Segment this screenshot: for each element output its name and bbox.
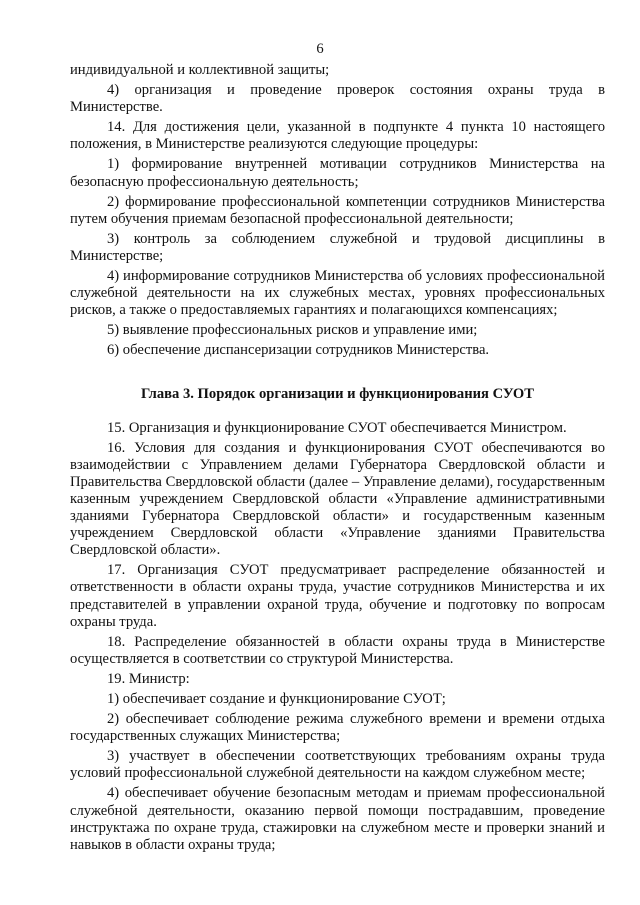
list-item: 1) обеспечивает создание и функционирование СУОТ; <box>107 691 446 707</box>
paragraph: 17. Организация СУОТ предусматривает распределение обязанностей и ответственности в области охраны труда, участие сотрудников Министерства и их представителей в управлении охраной труда, обучение и подготовку по вопросам охраны труда. <box>70 562 605 630</box>
paragraph: 15. Организация и функционирование СУОТ обеспечивается Министром. <box>107 419 567 436</box>
page-number: 6 <box>316 41 324 57</box>
list-item: 4) информирование сотрудников Министерства об условиях профессиональной служебной деятельности на их служебных местах, уровнях профессиональных рисков, а также о предоставляемых гарантиях и полагающихся компенсациях; <box>70 268 605 319</box>
paragraph: индивидуальной и коллективной защиты; <box>70 62 330 78</box>
list-item: 5) выявление профессиональных рисков и управление ими; <box>107 322 478 339</box>
list-item: 2) формирование профессиональной компетенции сотрудников Министерства путем обучения приемам безопасной профессиональной деятельности; <box>70 193 605 227</box>
list-item: 4) обеспечивает обучение безопасным методам и приемам профессиональной служебной деятельности, оказанию первой помощи пострадавшим, проведение инструктажа по охране труда, стажировки на служебном месте и проверки знаний и навыков в области охраны труда; <box>70 785 605 853</box>
paragraph: 18. Распределение обязанностей в области охраны труда в Министерстве осуществляется в соответствии со структурой Министерства. <box>70 633 605 667</box>
page-content <box>70 62 605 857</box>
list-item: 2) обеспечивает соблюдение режима служебного времени и времени отдыха государственных служащих Министерства; <box>70 711 605 745</box>
paragraph: 16. Условия для создания и функционирования СУОТ обеспечиваются во взаимодействии с Управлением делами Губернатора Свердловской области и Правительства Свердловской области (далее – Управление делами), государственным казенным учреждением Свердловской области «Управление административными зданиями Губернатора Свердловской области» и государственным казенным учреждением Свердловской области «Управление зданиями Правительства Свердловской области». <box>70 439 605 559</box>
list-item: 3) контроль за соблюдением служебной и трудовой дисциплины в Министерстве; <box>70 230 605 264</box>
list-item: 3) участвует в обеспечении соответствующих требованиям охраны труда условий профессиональной служебной деятельности на каждом служебном месте; <box>70 748 605 782</box>
paragraph: 14. Для достижения цели, указанной в подпункте 4 пункта 10 настоящего положения, в Министерстве реализуются следующие процедуры: <box>70 119 605 153</box>
list-item: 6) обеспечение диспансеризации сотрудников Министерства. <box>107 342 490 359</box>
chapter-heading: Глава 3. Порядок организации и функционирования СУОТ <box>141 385 534 402</box>
paragraph: 4) организация и проведение проверок состояния охраны труда в Министерстве. <box>70 82 605 116</box>
paragraph: 19. Министр: <box>107 670 190 687</box>
list-item: 1) формирование внутренней мотивации сотрудников Министерства на безопасную профессиональную деятельность; <box>70 156 605 190</box>
